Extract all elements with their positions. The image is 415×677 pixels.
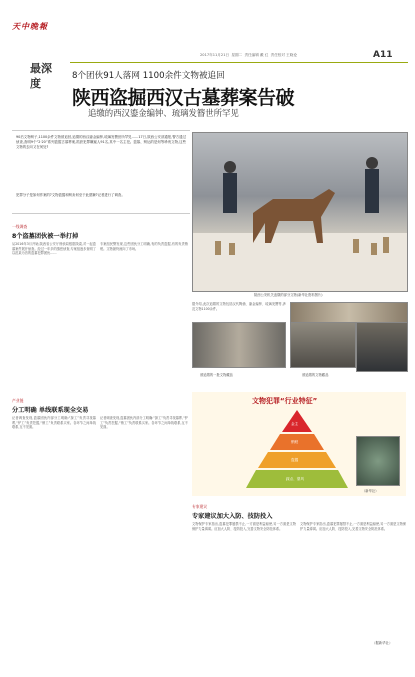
page-number: A11 — [373, 50, 393, 60]
section3-body: 文物保护专家指出,盗墓犯罪屡禁不止,一方面是利益驱使,另一方面是文物保护力量薄弱。应加大人防、技防投入,完善文物安全防范体系。 — [192, 522, 296, 531]
footnote: （据新华社） — [372, 641, 393, 645]
lead-text: 90后文物贩子,1100余件文物被追回,追缴的西汉鎏金编钟,琉璃发簪世所罕见……17日,陕西公安部通报,警方通过侦查,查明9个“2·20”系列盗掘古墓葬案,抓获犯罪嫌疑人91名,其中一名主犯。盗墓、贩运的是何等珍贵文物,这些文物的去向又在何处? — [16, 135, 186, 150]
date: 2017年11月21日 — [200, 53, 230, 57]
section1-title: 8个盗墓团伙被一举打掉 — [12, 233, 79, 240]
pyramid-infographic — [192, 392, 406, 496]
dateline — [200, 53, 297, 58]
section1-body-c: 据介绍,此次追缴的文物包括汉代陶俑、鎏金编钟、琉璃发簪等,涉及文物1100余件。 — [192, 302, 286, 311]
logo-text: 天中晚報 — [12, 22, 48, 31]
section3-tag: 专家建议 — [192, 504, 208, 509]
section3-body-col2: 文物保护专家指出,盗墓犯罪屡禁不止,一方面是利益驱使,另一方面是文物保护力量薄弱。应加大人防、技防投入,完善文物安全防范体系。 — [300, 522, 406, 531]
photo-vessels — [192, 322, 286, 368]
pyramid-level-4: 踩点、望风 — [286, 477, 304, 481]
photo3-caption: 被追缴的文物藏品 — [302, 373, 329, 377]
section2-title: 分工明确 单线联系现全交易 — [12, 407, 89, 414]
pyramid-title: 文物犯罪“行业特征” — [252, 397, 318, 405]
lead-text-2: 犯罪分子是如何作案的?文物盗掘和贩卖何至于此猖獗?记者进行了调查。 — [16, 193, 125, 197]
kicker: 8个团伙91人落网 1100余件文物被追回 — [72, 71, 225, 81]
section1-body-b: 专案组民警发现,这些团伙分工明确,有的负责盗掘,有的负责销赃。文物最终流向了市场。 — [100, 242, 188, 251]
section2-body: 记者调查发现,盗墓团伙内部分工明确:“探工”负责寻找墓葬,“铲工”负责挖掘,“销工”负责联系买家。各环节之间单线联系,互不见面。 — [12, 416, 96, 430]
section2-tag: 产业链 — [12, 398, 24, 403]
pyramid-level-2: 销赃 — [291, 440, 299, 444]
pyramid-level-3: 盗掘 — [291, 458, 299, 462]
masthead-logo — [12, 21, 72, 32]
pyramid-level-1: 金主 — [291, 422, 299, 426]
section1-tag: 一线调查 — [12, 224, 28, 229]
column-label: 最深度 — [30, 62, 52, 90]
editor: 责任编辑 戴 红 — [244, 53, 269, 57]
main-photo — [192, 132, 408, 292]
weekday: 星期二 — [231, 53, 243, 57]
photo-figurines — [290, 322, 356, 368]
headline: 陕西盗掘西汉古墓葬案告破 — [72, 87, 295, 109]
section3-title: 专家建议加大入防、技防投入 — [192, 513, 273, 520]
main-photo-caption: 陕西公安机关追缴的部分文物(新华社资料图片) — [254, 293, 323, 297]
header-rule — [70, 62, 408, 63]
horse-artifact — [193, 133, 407, 291]
lead-box — [12, 130, 190, 214]
section2-body-col2: 记者调查发现,盗墓团伙内部分工明确:“探工”负责寻找墓葬,“铲工”负责挖掘,“销工”负责联系买家。各环节之间单线联系,互不见面。 — [100, 416, 188, 430]
photo2-caption: 被追缴的一批文物藏品 — [200, 373, 233, 377]
photo-officer — [356, 322, 408, 372]
bronze-vessel-photo — [356, 436, 400, 486]
designer: 责任校对 王晓论 — [270, 53, 297, 57]
section1-body-a: 从2016年3月开始,陕西省公安厅刑侦局根据线索,对一起盗墓案件展开侦查。经过一年多的缜密侦查,专案组逐步查明了以范某为首的盗墓犯罪团伙…… — [12, 242, 96, 256]
subhead: 追缴的西汉鎏金编钟、琉璃发簪世所罕见 — [88, 108, 239, 118]
pyramid-note: （新华社） — [362, 489, 379, 493]
